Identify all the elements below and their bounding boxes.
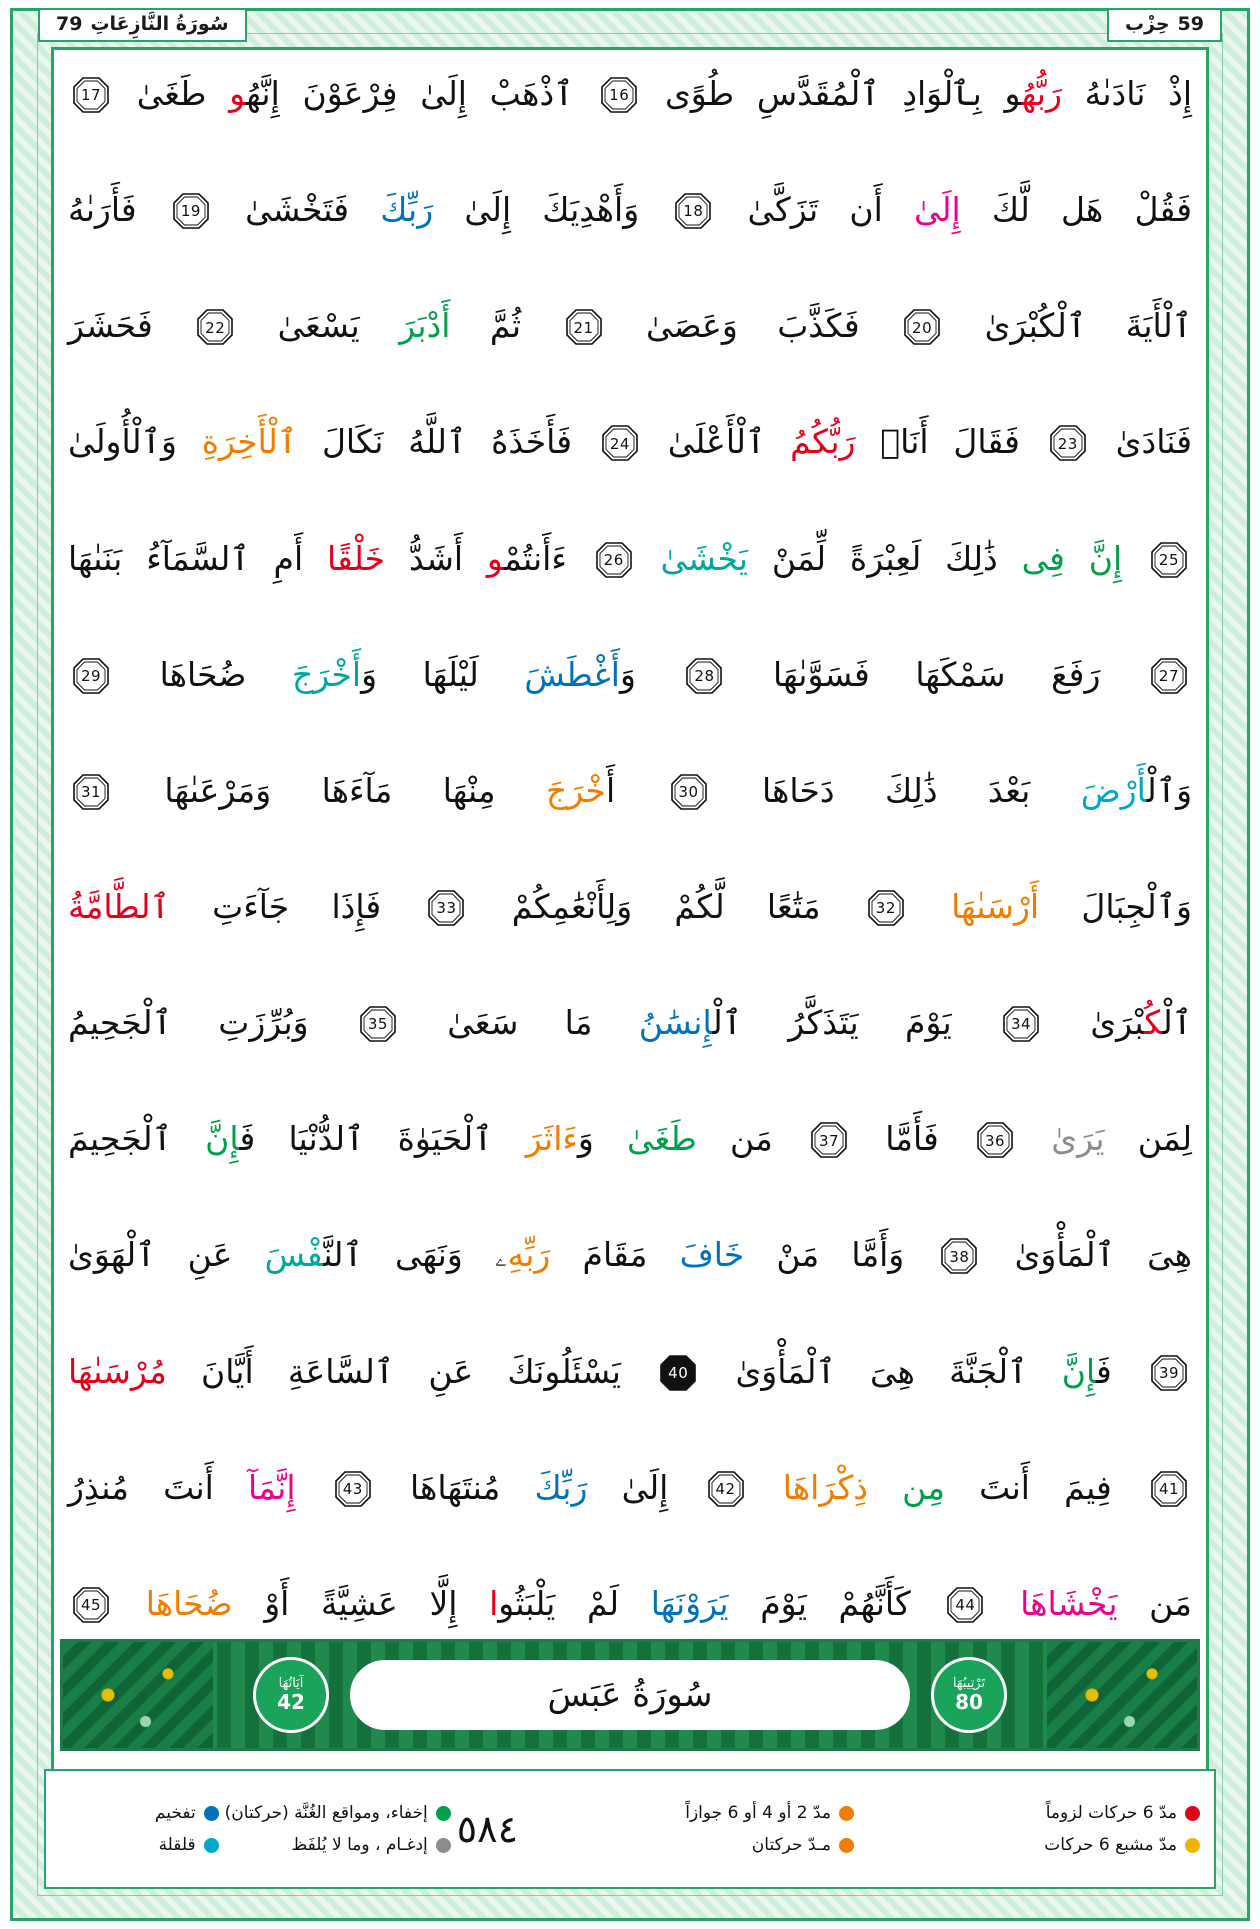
- quran-word: أَغْطَشَ: [524, 654, 620, 694]
- quran-word: يَخْشَاهَا: [1020, 1583, 1118, 1623]
- quran-word: فَتَخْشَىٰ: [245, 190, 381, 230]
- ayah-number-marker: [71, 1585, 111, 1625]
- ayah-count-number: 42: [277, 1690, 305, 1715]
- quran-word: ٱلسَّمَآءُ: [146, 538, 250, 578]
- quran-word: فْسَ: [264, 1235, 324, 1275]
- quran-word: ضُحَاهَا: [145, 1583, 233, 1623]
- legend-item-label: إخفاء، ومواقع الغُنَّة (حركتان): [224, 1803, 428, 1823]
- legend-color-dot-icon: [436, 1806, 451, 1821]
- quran-word: رَفَعَ سَمْكَهَا فَسَوَّىٰهَا: [727, 654, 1101, 694]
- quran-word: مَن: [696, 1119, 773, 1159]
- quran-word: فَحَشَرَ: [68, 306, 153, 346]
- quran-word: بَنَىٰهَا: [68, 538, 147, 578]
- ayah-line: [68, 771, 1192, 812]
- surah-number: 79: [56, 13, 83, 35]
- ayah-number-text: 36: [985, 1131, 1006, 1150]
- quran-word: ءَأَنتُمْ: [503, 538, 567, 578]
- quran-word: إِنَّ: [205, 1119, 240, 1159]
- ayah-number-text: 18: [683, 202, 704, 221]
- legend-color-dot-icon: [204, 1806, 219, 1821]
- page-header: [38, 8, 1222, 42]
- ayah-line: [68, 422, 1192, 463]
- ayah-number-marker: [1149, 1353, 1189, 1393]
- legend-column-3: [225, 1803, 451, 1855]
- ayah-number-marker: [939, 1236, 979, 1276]
- quran-word: ٱللَّهُ: [408, 422, 467, 462]
- surah-order-badge: [931, 1657, 1007, 1733]
- ayah-line: [68, 1468, 1192, 1509]
- quran-word: عَنِ ٱلْهَوَىٰ: [68, 1235, 265, 1275]
- ayah-line: [68, 1119, 1192, 1160]
- ayah-number-marker: [669, 772, 709, 812]
- quran-word: مَن: [1117, 1583, 1192, 1623]
- quran-word: رَبِّكَ: [534, 1467, 588, 1507]
- hizb-number: 59: [1177, 13, 1204, 35]
- quran-word: فِيمَ أَنتَ: [944, 1467, 1112, 1507]
- ayah-number-marker: [1149, 540, 1189, 580]
- quran-word: ٱلْمُقَدَّسِ: [756, 74, 880, 113]
- quran-word: و: [206, 74, 247, 113]
- quran-word: لَمْ يَلْبَثُو: [498, 1583, 651, 1623]
- legend-item: [860, 1803, 1200, 1823]
- ayah-number-text: 30: [678, 783, 699, 802]
- quran-word: أَمِ: [249, 538, 327, 578]
- legend-item-label: مدّ 2 أو 4 أو 6 جوازاً: [685, 1803, 831, 1823]
- legend-item: [225, 1803, 451, 1823]
- ayah-number-marker: [171, 191, 211, 231]
- ayah-line: [68, 190, 1192, 231]
- ayah-line: [68, 887, 1192, 928]
- quran-word: ٱلطَّامَّةُ: [68, 886, 170, 926]
- ayah-number-marker: [71, 772, 111, 812]
- quran-word: فَنَادَىٰ: [1090, 422, 1192, 462]
- quran-text-body: [64, 60, 1196, 1629]
- legend-item-label: مدّ 6 حركات لزوماً: [1045, 1803, 1177, 1823]
- quran-word: ٱلدُّنْيَا: [288, 1119, 365, 1159]
- quran-word: فَكَذَّبَ وَعَصَىٰ: [606, 306, 860, 346]
- quran-word: ٱذْهَبْ إِلَىٰ فِرْعَوْنَ: [279, 74, 574, 113]
- quran-word: ٱلْأَخِرَةِ: [201, 422, 298, 462]
- legend-item-label: مدّ مشبع 6 حركات: [1044, 1835, 1177, 1855]
- surah-order-number: 80: [955, 1690, 983, 1715]
- ayah-number-marker: [594, 540, 634, 580]
- quran-word: أَرْسَىٰهَا: [951, 886, 1040, 926]
- ayah-number-marker: [945, 1585, 985, 1625]
- ayah-number-text: 44: [955, 1596, 976, 1615]
- ayah-number-marker: [809, 1120, 849, 1160]
- ayah-number-text: 37: [818, 1131, 840, 1150]
- quran-word: يَوْمَ يَتَذَكَّرُ ٱلْ: [712, 1003, 952, 1043]
- quran-word: كَأَنَّهُمْ يَوْمَ: [728, 1583, 911, 1623]
- ayah-number-text: 31: [80, 783, 102, 802]
- quran-word: أَرْضَ: [1080, 770, 1147, 810]
- quran-word: مُنتَهَاهَا: [375, 1467, 535, 1507]
- ayah-number-text: 23: [1057, 434, 1078, 453]
- quran-word: مِنْهَا مَآءَهَا وَ: [255, 770, 547, 810]
- legend-item-label: تفخيم: [154, 1803, 196, 1823]
- ayah-number-text: 21: [573, 318, 594, 337]
- legend-item: [225, 1835, 451, 1855]
- quran-word: وَ: [577, 1119, 628, 1159]
- ayah-number-text: 20: [912, 318, 933, 337]
- hizb-box: [1107, 8, 1222, 42]
- ayah-number-text: 25: [1158, 550, 1180, 569]
- ayah-line: [68, 306, 1192, 347]
- legend-item-label: قلقلة: [158, 1835, 196, 1855]
- ayah-number-text: 45: [80, 1596, 102, 1615]
- banner-ornament-left-icon: [63, 1642, 213, 1748]
- ayah-number-marker: [333, 1469, 373, 1509]
- ayah-number-text: 32: [875, 899, 896, 918]
- quran-word: مَا سَعَىٰ: [400, 1003, 639, 1043]
- quran-word: ٱلْجَحِيمَ: [68, 1119, 206, 1159]
- ayah-number-marker: [658, 1353, 698, 1393]
- legend-column-1: [860, 1803, 1200, 1855]
- quran-word: وَٱلْأُولَىٰ: [68, 422, 202, 462]
- legend-item: [159, 1835, 219, 1855]
- quran-word: أَ: [605, 770, 616, 810]
- quran-word: خْرَجَ: [546, 770, 606, 810]
- ayah-number-text: 22: [205, 318, 226, 337]
- quran-word: أَشَدُّ: [385, 538, 487, 578]
- tajweed-legend: [44, 1769, 1216, 1889]
- quran-word: فِى: [1021, 538, 1065, 578]
- quran-word: فَأَرَىٰهُ: [68, 190, 137, 230]
- quran-word: نَكَالَ: [297, 422, 409, 462]
- legend-color-dot-icon: [839, 1838, 854, 1853]
- hizb-label: حِزْب: [1124, 13, 1170, 35]
- ayah-number-text: 41: [1158, 1480, 1180, 1499]
- quran-word: و بِٱلْوَادِ: [879, 74, 1022, 113]
- ayah-number-marker: [600, 423, 640, 463]
- quran-word: فَأَمَّا: [852, 1119, 939, 1159]
- quran-word: [1065, 539, 1089, 578]
- surah-banner: [60, 1639, 1200, 1751]
- quran-word: إِنَّهُ: [246, 74, 280, 113]
- ayah-number-text: 26: [603, 550, 624, 569]
- quran-word: ا: [489, 1583, 499, 1623]
- ayah-number-text: 35: [367, 1015, 388, 1034]
- quran-word: طَغَىٰ: [627, 1119, 697, 1159]
- ayah-number-text: 24: [609, 434, 630, 453]
- quran-word: إِلَىٰ: [913, 190, 961, 230]
- ayah-number-marker: [195, 307, 235, 347]
- quran-word: يَخْشَىٰ: [660, 538, 748, 578]
- quran-word: مَقَامَ: [550, 1235, 680, 1275]
- ayah-number-text: 29: [80, 667, 102, 686]
- quran-word: وَٱلْ: [1146, 770, 1192, 810]
- quran-word: طُوًى: [642, 74, 757, 113]
- quran-word: بَعْدَ ذَٰلِكَ دَحَاهَا: [711, 770, 1081, 810]
- quran-word: وَبُرِّزَتِ ٱلْجَحِيمُ: [68, 1003, 309, 1043]
- quran-word: وَأَمَّا مَنْ: [744, 1235, 905, 1275]
- quran-word: لِمَن: [1104, 1119, 1192, 1159]
- ayah-number-marker: [975, 1120, 1015, 1160]
- ayah-number-marker: [902, 307, 942, 347]
- ayah-count-badge: [253, 1657, 329, 1733]
- ayah-number-marker: [1001, 1004, 1041, 1044]
- quran-word: رَبِّكَ: [380, 190, 434, 230]
- ayah-number-text: 27: [1158, 667, 1180, 686]
- quran-word: يَرَوْنَهَا: [650, 1583, 729, 1623]
- quran-word: تَزَكَّىٰ: [747, 190, 819, 230]
- quran-word: أَن: [818, 190, 914, 230]
- quran-word: إِنَّمَآ: [248, 1467, 296, 1507]
- ayah-line: [68, 1352, 1192, 1393]
- quran-word: ٱلْجَنَّةَ هِىَ ٱلْمَأْوَىٰ: [701, 1351, 1062, 1391]
- quran-word: وَٱلْجِبَالَ: [1039, 886, 1192, 926]
- quran-word: مِن: [902, 1467, 945, 1507]
- quran-word: إِنَّ: [1088, 538, 1123, 578]
- quran-word: ٱلْحَيَوٰةَ: [364, 1119, 526, 1159]
- ayah-line: [68, 1235, 1192, 1276]
- quran-word: ءَاثَرَ: [525, 1119, 578, 1159]
- quran-word: ٱلْكُبْرَىٰ: [984, 306, 1087, 346]
- quran-word: مَرْعَىٰهَا: [164, 770, 256, 810]
- ayah-number-text: 19: [180, 202, 201, 221]
- legend-item-label: مـدّ حركتان: [751, 1835, 831, 1855]
- quran-word: كُ: [1144, 1003, 1163, 1043]
- ayah-count-label: آيَاتُهَا: [278, 1675, 304, 1691]
- ayah-line: [68, 655, 1192, 696]
- quran-word: يَسْئَلُونَكَ عَنِ: [394, 1351, 621, 1391]
- ayah-number-text: 43: [342, 1480, 363, 1499]
- legend-item: [524, 1803, 854, 1823]
- quran-word: فَ: [239, 1119, 289, 1159]
- ayah-number-marker: [1149, 1469, 1189, 1509]
- quran-word: رَبُّكُمُ: [790, 422, 856, 462]
- ayah-number-marker: [599, 75, 639, 115]
- surah-title: سُورَةُ عَبَسَ: [547, 1675, 713, 1715]
- quran-word: أَنتَ مُنذِرُ: [68, 1467, 249, 1507]
- quran-word: ٱلسَّاعَةِ: [287, 1351, 395, 1391]
- ayah-number-marker: [1149, 656, 1189, 696]
- ayah-number-text: 34: [1010, 1015, 1032, 1034]
- quran-word: ضُحَاهَا: [114, 654, 292, 694]
- ayah-number-marker: [358, 1004, 398, 1044]
- quran-word: ٱلْ: [1162, 1003, 1192, 1043]
- quran-word: وَ: [619, 654, 636, 694]
- ayah-number-text: 17: [80, 86, 102, 105]
- ayah-number-marker: [684, 656, 724, 696]
- quran-word: ثُمَّ: [450, 306, 522, 346]
- quran-word: [868, 1468, 902, 1507]
- legend-item: [860, 1835, 1200, 1855]
- quran-word: إِنَّ: [1061, 1351, 1096, 1391]
- quran-word: أَيَّانَ: [166, 1351, 288, 1391]
- quran-word: ذِكْرَاهَا: [782, 1467, 868, 1507]
- ayah-line: [68, 74, 1192, 115]
- ayah-number-marker: [564, 307, 604, 347]
- quran-word: طَغَىٰ: [136, 74, 207, 113]
- surah-order-label: تَرْتِيبُهَا: [952, 1675, 986, 1691]
- ayah-number-marker: [706, 1469, 746, 1509]
- banner-ornament-right-icon: [1047, 1642, 1197, 1748]
- legend-color-dot-icon: [1185, 1838, 1200, 1853]
- ayah-line: [68, 539, 1192, 580]
- legend-color-dot-icon: [204, 1838, 219, 1853]
- legend-color-dot-icon: [436, 1838, 451, 1853]
- quran-word: رَبُّهُ: [1021, 74, 1062, 113]
- quran-word: خَلْقًا: [326, 538, 386, 578]
- quran-word: إِلَىٰ: [587, 1467, 669, 1507]
- legend-item-label: إدغـام ، وما لا يُلفَظ: [291, 1835, 428, 1855]
- ayah-number-marker: [71, 656, 111, 696]
- quran-word: ٱلْأَيَةَ: [1086, 306, 1192, 346]
- legend-color-dot-icon: [1185, 1806, 1200, 1821]
- quran-word: يَرَىٰ: [1051, 1119, 1105, 1159]
- quran-word: خَافَ: [679, 1235, 745, 1275]
- quran-word: ٱلْأَعْلَىٰ: [642, 422, 791, 462]
- quran-word: فَقُلْ هَل لَّكَ: [960, 190, 1192, 230]
- quran-word: فَأَخَذَهُ: [466, 422, 572, 462]
- ayah-number-marker: [866, 888, 906, 928]
- surah-name-label: سُورَةُ النَّازِعَاتِ: [90, 13, 229, 35]
- ayah-number-marker: [71, 75, 111, 115]
- ayah-number-text: 38: [949, 1247, 970, 1266]
- quran-word: إِذْ نَادَىٰهُ: [1061, 74, 1193, 113]
- quran-word: فَ: [1095, 1351, 1112, 1391]
- ayah-line: [68, 1584, 1192, 1625]
- ayah-number-text: 28: [694, 667, 715, 686]
- legend-color-dot-icon: [839, 1806, 854, 1821]
- quran-word: إِلَّا عَشِيَّةً أَوْ: [232, 1583, 490, 1623]
- page-number: ٥٨٤: [456, 1807, 518, 1851]
- ayah-number-text: 33: [436, 899, 457, 918]
- quran-word: بْرَىٰ: [1044, 1003, 1145, 1043]
- surah-title-plate: [350, 1660, 910, 1730]
- ayah-number-text: 42: [715, 1480, 736, 1499]
- quran-word: لَيْلَهَا وَ: [361, 654, 525, 694]
- quran-word: يَسْعَىٰ: [238, 306, 400, 346]
- quran-word: مُرْسَىٰهَا: [68, 1351, 167, 1391]
- quran-word: إِنسَٰنُ: [638, 1003, 713, 1043]
- quran-word: فَقَالَ أَنَا۠: [855, 422, 1020, 462]
- ayah-number-marker: [1048, 423, 1088, 463]
- quran-word: ۦ وَنَهَى ٱلنَّ: [323, 1235, 508, 1275]
- legend-column-2: [524, 1803, 854, 1855]
- legend-item: [155, 1803, 219, 1823]
- quran-word: مَتَٰعًا لَّكُمْ وَلِأَنْعَٰمِكُمْ: [469, 886, 821, 926]
- quran-word: هِىَ ٱلْمَأْوَىٰ: [982, 1235, 1192, 1275]
- quran-word: فَإِذَا جَآءَتِ: [169, 886, 382, 926]
- ayah-number-text: 39: [1158, 1363, 1180, 1382]
- quran-word: أَخْرَجَ: [291, 654, 362, 694]
- ayah-number-marker: [426, 888, 466, 928]
- ayah-line: [68, 1003, 1192, 1044]
- surah-name-box: [38, 8, 247, 42]
- quran-word: أَدْبَرَ: [399, 306, 451, 346]
- quran-word: ذَٰلِكَ لَعِبْرَةً لِّمَنْ: [747, 538, 1022, 578]
- legend-column-4: [49, 1803, 219, 1855]
- legend-item: [524, 1835, 854, 1855]
- quran-word: رَبِّهِ: [507, 1235, 551, 1275]
- ayah-number-text: 40: [668, 1363, 689, 1382]
- quran-word: و: [486, 538, 504, 578]
- quran-word: وَأَهْدِيَكَ إِلَىٰ: [433, 190, 640, 230]
- ayah-number-text: 16: [609, 86, 630, 105]
- ayah-number-marker: [673, 191, 713, 231]
